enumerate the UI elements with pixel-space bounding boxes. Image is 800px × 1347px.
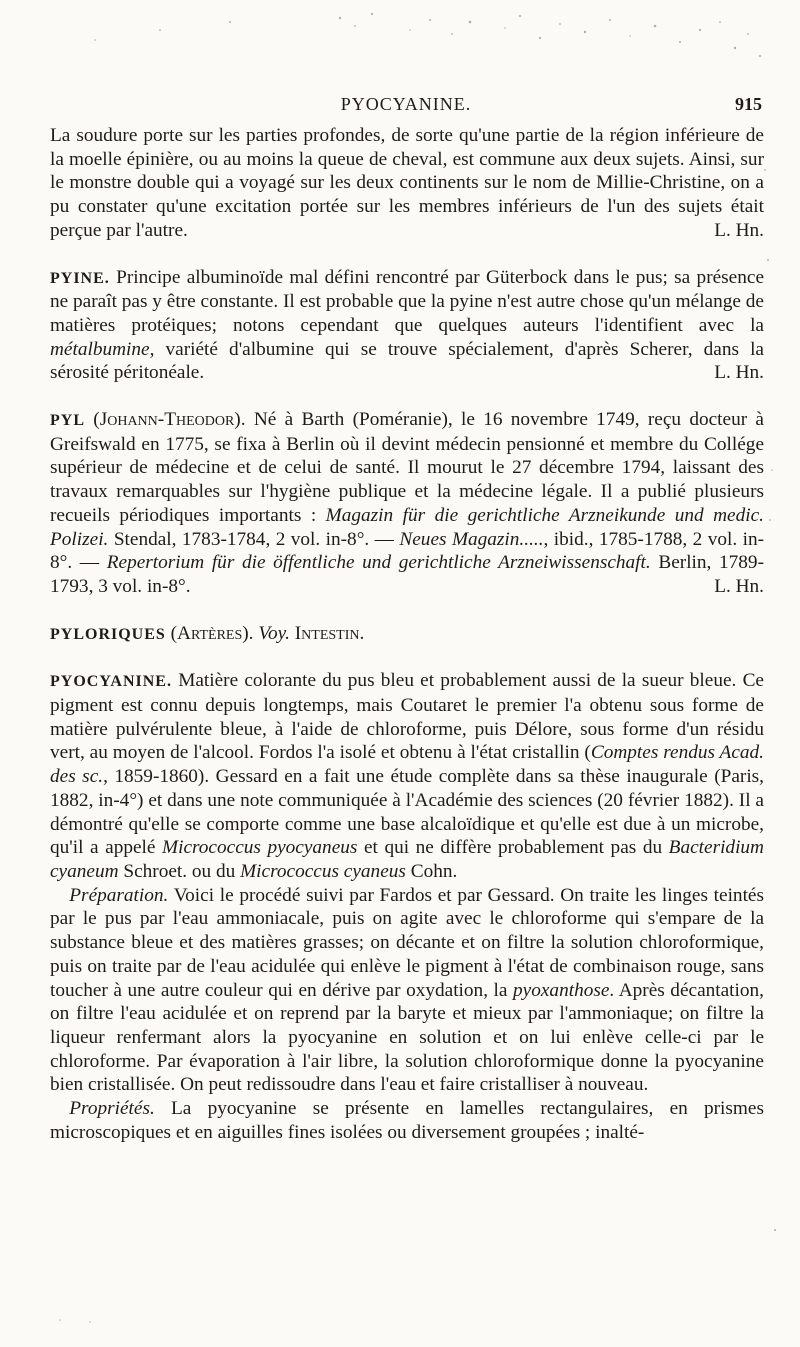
headword: PYLORIQUES — [50, 625, 166, 643]
entry-text: La soudure porte sur les parties profondes, de sorte qu'une partie de la région inférieure de la moelle épinière, ou au moins la queue de cheval, est commune aux deux sujets. Ainsi, sur le monstre double qui a voyagé sur les deux continents sur le nom de Millie-Christine, on a pu constater qu'une excitation portée sur les membres inférieurs de l'un des sujets était perçue par l'autre. — [50, 125, 764, 241]
work-title: Repertorium für die öffentliche und gerichtliche Arzneiwissenschaft. — [106, 552, 651, 574]
author-signature: L. Hn. — [714, 362, 764, 384]
entry-text: Matière colorante du pus bleu et probablement aussi de la sueur bleue. Ce pigment est connu depuis longtemps, mais Coutaret le premier l'a obtenu sous forme de matière pulvérulente bleue, à l'aide de chloroforme, puis Délore, sous forme d'un résidu vert, au moyen de l'alcool. Fordos l'a isolé et obtenu à l'état cristallin ( — [50, 670, 764, 764]
headword: PYL — [50, 412, 85, 430]
work-title: Magazin für die gerichtliche Arzneikunde und medic. Polizei. — [50, 504, 764, 550]
section-label: Propriétés. — [69, 1098, 155, 1120]
entry-text: Cohn. — [410, 860, 458, 882]
author-signature: L. Hn. — [714, 575, 764, 597]
citation-title: Comptes rendus Acad. des sc. — [50, 742, 764, 788]
headword: PYINE. — [50, 269, 110, 287]
compound-name: pyoxanthose — [513, 979, 610, 1001]
entry-text: . Après décantation, on filtre l'eau acidulée et on reprend par la baryte et mieux par l'ammoniaque; on filtre la liqueur renfermant alors la pyocyanine en solution et on lui enlève celle-ci par le chloroforme. Par évaporation à l'air libre, la solution chloroformique donne la pyocyanine bien cristallisée. On peut redissoudre dans l'eau et faire cristalliser à nouveau. — [50, 979, 764, 1096]
entry-text-after: , variété d'albumine qui se trouve spécialement, d'après Scherer, dans la sérosité péritonéale. — [50, 338, 764, 384]
entry-pyocyanine — [50, 669, 764, 883]
author-signature: L. Hn. — [714, 219, 764, 241]
entry-pyine — [50, 266, 764, 386]
entry-text: Voici le procédé suivi par Fardos et par Gessard. On traite les linges teintés par le pus par l'eau ammoniacale, puis on agite avec le chloroforme qui s'empare de la substance bleue et des matières grasses; on décante et on filtre la solution chloroformique, puis on traite par de l'eau acidulée qui enlève le pigment à l'état de combinaison rouge, sans toucher à une autre couleur qui en dérive par oxydation, la — [50, 884, 764, 1001]
entry-text: (Artères). — [170, 622, 254, 644]
cross-reference: Intestin. — [294, 622, 365, 644]
entry-italic: métalbumine — [50, 338, 150, 360]
work-publication: , ibid., 1785-1788, 2 vol. in-8°. — — [50, 528, 765, 574]
species-name: Micrococcus cyaneus — [240, 860, 406, 882]
species-name: Micrococcus pyocyaneus — [162, 837, 358, 859]
person-name: (Johann-Theodor). — [93, 409, 246, 431]
entry-text: et qui ne diffère probablement pas du — [363, 837, 663, 859]
page-body — [50, 124, 764, 1144]
paragraph-preparation — [50, 884, 764, 1097]
entry-pyl — [50, 408, 764, 599]
page-header — [50, 94, 762, 120]
work-publication: Berlin, 1789-1793, 3 vol. in-8°. — [50, 552, 764, 597]
entry-text: Né à Barth (Poméranie), le 16 novembre 1749, reçu docteur à Greifswald en 1775, se fixa à Berlin où il devint médecin pensionné et membre du Collége supérieur de médecine et de celui de santé. Il mourut le 27 décembre 1794, laissant des travaux remarquables sur l'hygiène publique et la médecine légale. Il a publié plusieurs recueils périodiques importants : — [50, 409, 764, 526]
running-head: PYOCYANINE. — [340, 94, 472, 114]
section-label: Préparation. — [69, 884, 169, 906]
cross-reference-label: Voy. — [258, 622, 290, 644]
entry-previous-continuation — [50, 124, 764, 243]
entry-pyloriques — [50, 622, 764, 647]
paragraph-proprietes — [50, 1097, 764, 1144]
page-number: 915 — [735, 94, 762, 114]
headword: PYOCYANINE. — [50, 673, 172, 691]
entry-text: , 1859-1860). Gessard en a fait une étude complète dans sa thèse inaugurale (Paris, 1882, in-4°) et dans une note communiquée à l'Académie des sciences (20 février 1882). Il a démontré qu'elle se comporte comme une base alcaloïdique et qu'elle est due à un microbe, qu'il a appelé — [50, 766, 764, 859]
entry-text: Schroet. ou du — [123, 860, 236, 882]
work-title: Neues Magazin..... — [399, 528, 544, 550]
entry-text: Principe albuminoïde mal défini rencontré par Güterbock dans le pus; sa présence ne paraît pas y être constante. Il est probable que la pyine n'est autre chose qu'un mélange de matières protéiques; notons cependant que quelques auteurs l'identifient avec la — [50, 266, 764, 336]
species-name: Bacteridium cyaneum — [50, 837, 764, 882]
entry-text: La pyocyanine se présente en lamelles rectangulaires, en prismes microscopiques et en aiguilles fines isolées ou diversement groupées ; inalté- — [50, 1098, 764, 1143]
work-publication: Stendal, 1783-1784, 2 vol. in-8°. — — [113, 528, 394, 550]
